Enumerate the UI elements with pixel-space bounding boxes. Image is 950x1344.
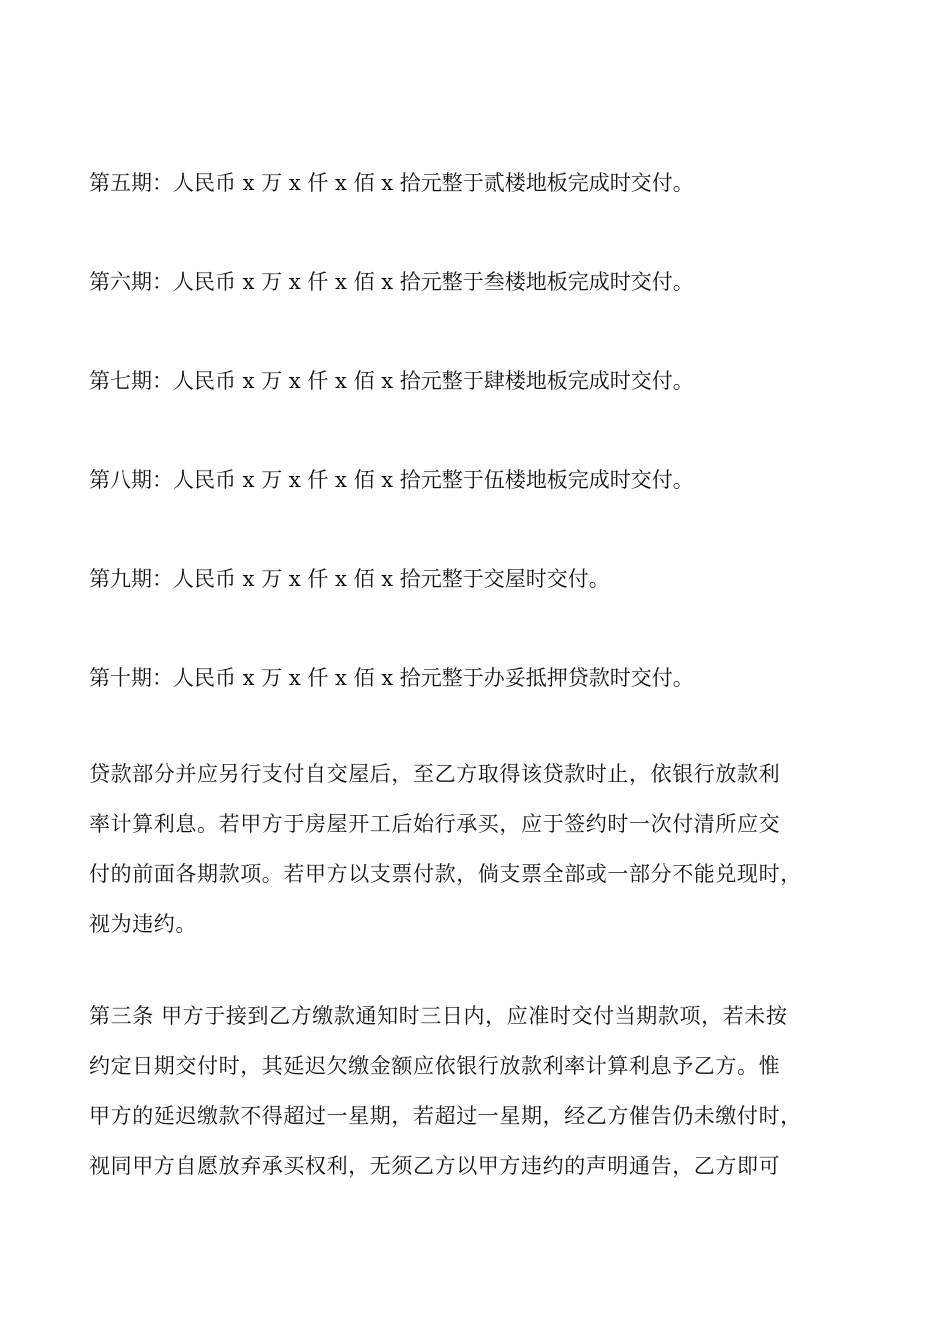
article-three-line: 视同甲方自愿放弃承买权利，无须乙方以甲方违约的声明通告，乙方即可 xyxy=(89,1154,781,1178)
loan-paragraph xyxy=(89,759,878,939)
installment-6: 第六期：人民币 x 万 x 仟 x 佰 x 拾元整于叁楼地板完成时交付。 xyxy=(89,270,694,294)
installment-7: 第七期：人民币 x 万 x 仟 x 佰 x 拾元整于肆楼地板完成时交付。 xyxy=(89,369,694,393)
installment-10: 第十期：人民币 x 万 x 仟 x 佰 x 拾元整于办妥抵押贷款时交付。 xyxy=(89,666,694,690)
article-three-line: 甲方的延迟缴款不得超过一星期，若超过一星期，经乙方催告仍未缴付时， xyxy=(89,1104,802,1128)
loan-paragraph-line: 贷款部分并应另行支付自交屋后，至乙方取得该贷款时止，依银行放款利 xyxy=(89,762,781,786)
article-three-line: 第三条 甲方于接到乙方缴款通知时三日内，应准时交付当期款项，若未按 xyxy=(89,1004,788,1028)
article-three-paragraph xyxy=(89,1001,878,1181)
installment-5: 第五期：人民币 x 万 x 仟 x 佰 x 拾元整于贰楼地板完成时交付。 xyxy=(89,171,694,195)
loan-paragraph-line: 率计算利息。若甲方于房屋开工后始行承买，应于签约时一次付清所应交 xyxy=(89,812,781,836)
loan-paragraph-line: 付的前面各期款项。若甲方以支票付款，倘支票全部或一部分不能兑现时， xyxy=(89,862,802,886)
installment-8: 第八期：人民币 x 万 x 仟 x 佰 x 拾元整于伍楼地板完成时交付。 xyxy=(89,468,694,492)
installment-9: 第九期：人民币 x 万 x 仟 x 佰 x 拾元整于交屋时交付。 xyxy=(89,567,610,591)
article-three-line: 约定日期交付时，其延迟欠缴金额应依银行放款利率计算利息予乙方。惟 xyxy=(89,1054,781,1078)
loan-paragraph-line: 视为违约。 xyxy=(89,912,197,936)
